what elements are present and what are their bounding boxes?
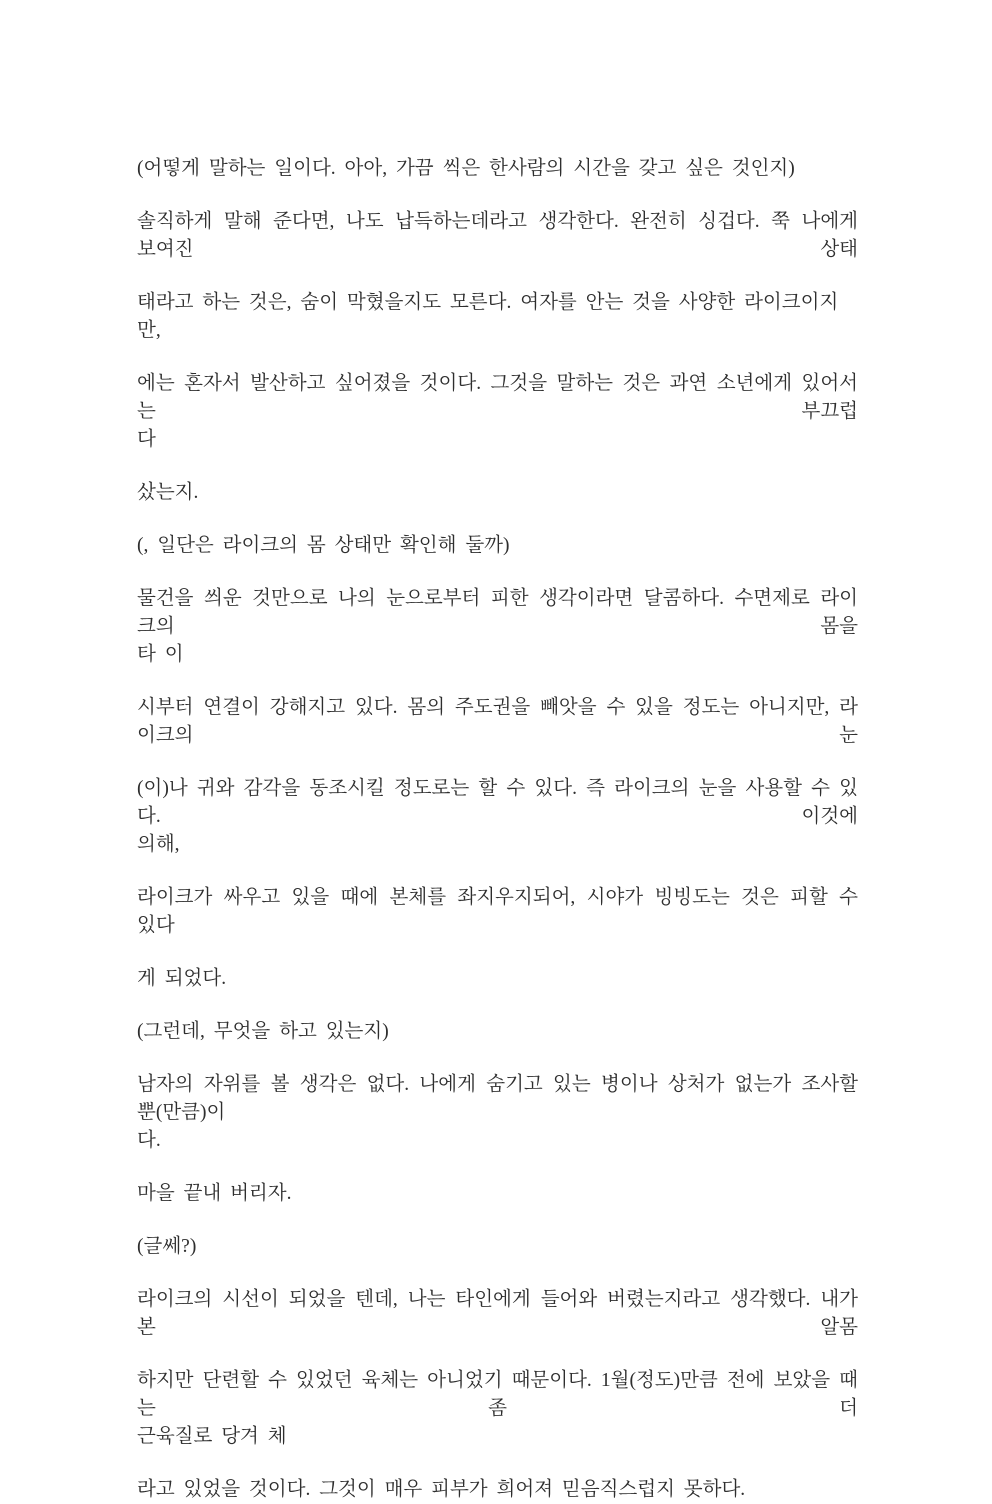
paragraph: [137, 694, 858, 750]
paragraph-line: 태라고 하는 것은, 숨이 막혔을지도 모른다. 여자를 안는 것을 사양한 라이크이지만,: [137, 292, 839, 341]
paragraph-line: 에는 혼자서 발산하고 싶어졌을 것이다. 그것을 말하는 것은 과연 소년에게 있어서는 부끄럽: [137, 373, 858, 422]
paragraph-line: 다.: [137, 1130, 161, 1151]
paragraph-line: 다: [137, 429, 156, 450]
paragraph: [137, 775, 858, 859]
paragraph-line: 게 되었다.: [137, 968, 227, 989]
paragraph-line: 샀는지.: [137, 482, 199, 503]
paragraph-line: (이)나 귀와 감각을 동조시킬 정도로는 할 수 있다. 즉 라이크의 눈을 사용할 수 있다. 이것에: [137, 778, 858, 827]
paragraph: [137, 155, 858, 183]
paragraph: [137, 289, 858, 345]
paragraph: [137, 1233, 858, 1261]
paragraph: [137, 1071, 858, 1155]
paragraph-line: 의해,: [137, 834, 180, 855]
paragraph-line: 라고 있었을 것이다. 그것이 매우 피부가 희어져 믿음직스럽지 못하다.: [137, 1479, 746, 1500]
paragraph-line: 라이크의 시선이 되었을 텐데, 나는 타인에게 들어와 버렸는지라고 생각했다. 내가 본 알몸: [137, 1289, 858, 1338]
paragraph: [137, 532, 858, 560]
paragraph-line: (그런데, 무엇을 하고 있는지): [137, 1021, 389, 1042]
paragraph-line: (글쎄?): [137, 1236, 197, 1257]
paragraph: [137, 1018, 858, 1046]
paragraph: [137, 965, 858, 993]
paragraph-line: 솔직하게 말해 준다면, 나도 납득하는데라고 생각한다. 완전히 싱겁다. 쭉 나에게 보여진 상태: [137, 211, 858, 260]
paragraph-line: 하지만 단련할 수 있었던 육체는 아니었기 때문이다. 1월(정도)만큼 전에 보았을 때는 좀 더: [137, 1370, 858, 1419]
paragraph: [137, 1367, 858, 1451]
paragraph: [137, 208, 858, 264]
paragraph: [137, 370, 858, 454]
paragraph-line: 시부터 연결이 강해지고 있다. 몸의 주도권을 빼앗을 수 있을 정도는 아니지만, 라이크의 눈: [137, 697, 858, 746]
paragraph: [137, 1180, 858, 1208]
paragraph-line: 근육질로 당겨 체: [137, 1426, 287, 1447]
paragraph-line: 라이크가 싸우고 있을 때에 본체를 좌지우지되어, 시야가 빙빙도는 것은 피할 수 있다: [137, 887, 858, 936]
paragraph-line: 타 이: [137, 644, 184, 665]
paragraph-line: (어떻게 말하는 일이다. 아아, 가끔 씩은 한사람의 시간을 갖고 싶은 것인지): [137, 158, 795, 179]
paragraph-line: 남자의 자위를 볼 생각은 없다. 나에게 숨기고 있는 병이나 상처가 없는가 조사할 뿐(만큼)이: [137, 1074, 858, 1123]
paragraph: [137, 1286, 858, 1342]
paragraph: [137, 585, 858, 669]
paragraph: [137, 1476, 858, 1504]
paragraph-line: 마을 끝내 버리자.: [137, 1183, 292, 1204]
paragraph: [137, 479, 858, 507]
paragraph: [137, 884, 858, 940]
paragraph-line: (, 일단은 라이크의 몸 상태만 확인해 둘까): [137, 535, 510, 556]
paragraph-line: 물건을 씌운 것만으로 나의 눈으로부터 피한 생각이라면 달콤하다. 수면제로 라이크의 몸을: [137, 588, 858, 637]
